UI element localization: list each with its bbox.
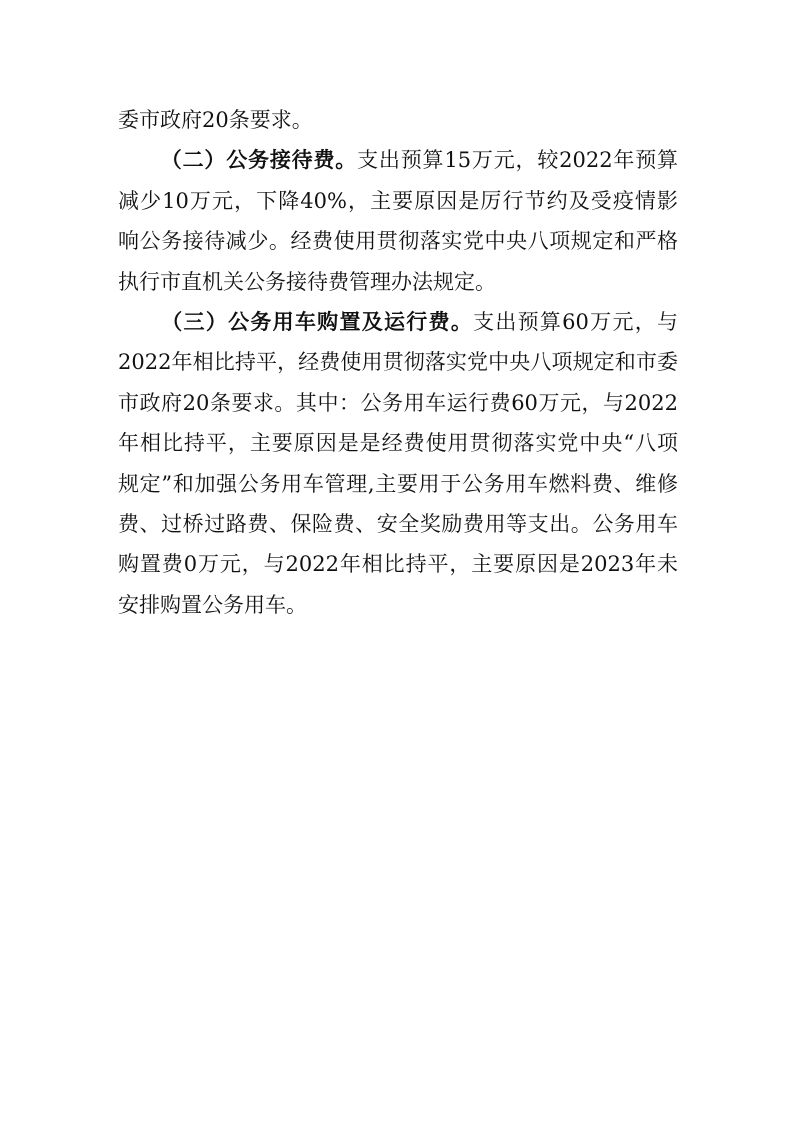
section-2-line-1-text: 支出预算15万元，较2022年预算 xyxy=(357,148,678,173)
section-2-heading: （二）公务接待费。 xyxy=(160,147,358,173)
section-3-line-6: 费、过桥过路费、保险费、安全奖励费用等支出。公务用车 xyxy=(118,511,678,536)
section-2-line-2: 减少10万元，下降40%，主要原因是厉行节约及受疫情影 xyxy=(118,188,678,213)
paragraph-continuation-line: 委市政府20条要求。 xyxy=(118,108,313,132)
section-3-line-5: 规定”和加强公务用车管理,主要用于公务用车燃料费、维修 xyxy=(118,471,678,496)
section-2-line-3: 响公务接待减少。经费使用贯彻落实党中央八项规定和严格 xyxy=(118,229,678,254)
section-3-line-8: 安排购置公务用车。 xyxy=(118,592,307,617)
section-3-line-3: 市政府20条要求。其中：公务用车运行费60万元，与2022 xyxy=(118,390,678,415)
section-3-heading: （三）公务用车购置及运行费。 xyxy=(160,308,474,334)
section-2-line-4: 执行市直机关公务接待费管理办法规定。 xyxy=(118,269,496,294)
document-body xyxy=(118,100,678,625)
section-2-first-line xyxy=(118,140,678,180)
section-3-line-7: 购置费0万元，与2022年相比持平，主要原因是2023年未 xyxy=(118,552,678,577)
section-3-line-2: 2022年相比持平，经费使用贯彻落实党中央八项规定和市委 xyxy=(118,350,678,375)
section-3-line-4: 年相比持平，主要原因是是经费使用贯彻落实党中央“八项 xyxy=(118,431,678,456)
section-3-first-line xyxy=(118,302,678,342)
section-3-line-1-text: 支出预算60万元，与 xyxy=(473,309,678,334)
